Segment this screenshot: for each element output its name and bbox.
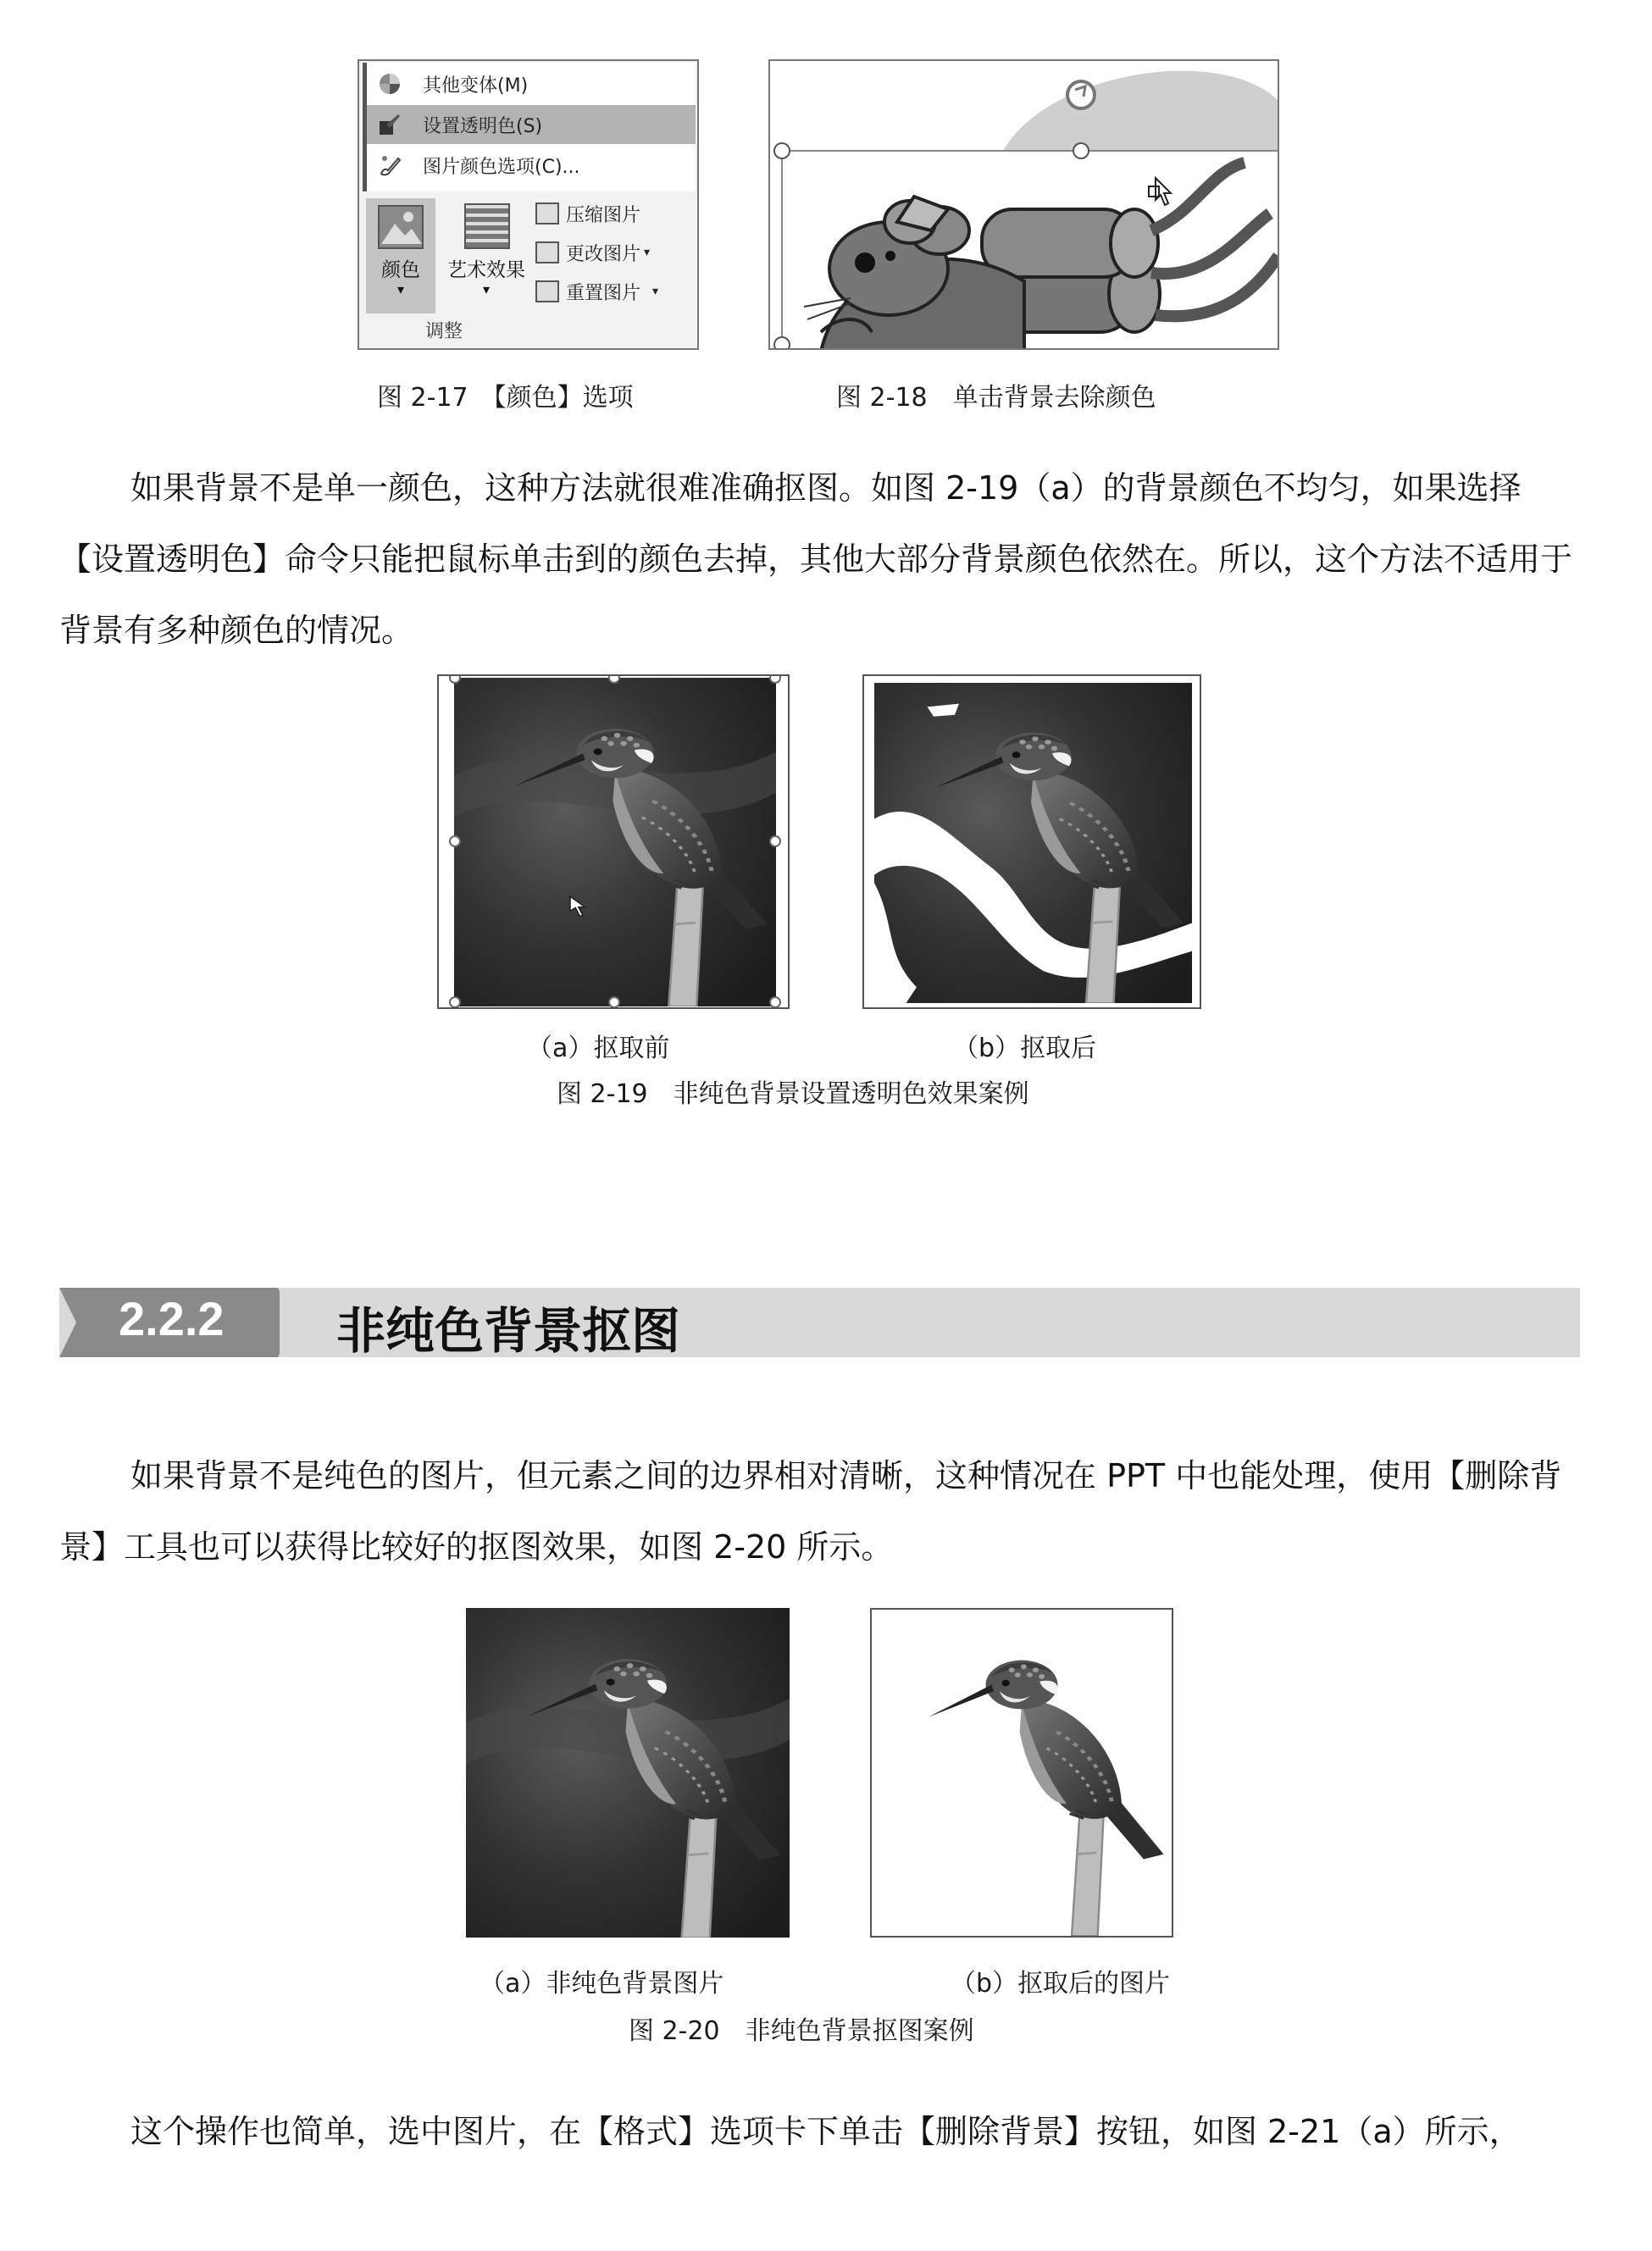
resize-handle[interactable] [769, 996, 781, 1008]
kingfisher-photo-before [454, 678, 776, 1006]
fig19-caption: 图 2-19 非纯色背景设置透明色效果案例 [557, 1079, 1029, 1109]
color-picture-icon [378, 205, 424, 249]
reset-label: 重置图片 [566, 282, 641, 304]
kingfisher-photo-after [874, 683, 1192, 1003]
compress-pictures-button[interactable] [535, 197, 640, 230]
menu-item-set-transparent[interactable] [367, 105, 696, 144]
mouse-cartoon-figure [768, 59, 1279, 350]
group-adjust-label: 调整 [424, 321, 463, 342]
paragraph-2-text: 如果背景不是纯色的图片，但元素之间的边界相对清晰，这种情况在 PPT 中也能处理，使用【删除背景】工具也可以获得比较好的抠图效果，如图 2-20 所示。 [59, 1457, 1562, 1566]
menu-item-label: 设置透明色(S) [423, 115, 543, 137]
change-picture-button[interactable] [535, 236, 650, 269]
fig20b-photo-frame [870, 1608, 1173, 1938]
color-button-label: 颜色 [381, 259, 420, 281]
paragraph-3 [59, 2096, 1584, 2167]
resize-handle[interactable] [449, 996, 461, 1008]
ribbon-color-menu [358, 59, 699, 350]
fig20a-subcaption: （a）非纯色背景图片 [480, 1969, 724, 1999]
compress-icon [535, 202, 559, 225]
fig19a-subcaption: （a）抠取前 [527, 1034, 670, 1063]
color-button[interactable] [366, 198, 435, 313]
fig19a-photo-frame [437, 674, 790, 1009]
color-dropdown-menu [363, 63, 696, 191]
resize-handle[interactable] [769, 835, 781, 847]
fig20a-photo-frame [466, 1608, 790, 1938]
fig20-caption: 图 2-20 非纯色背景抠图案例 [629, 2016, 974, 2046]
art-effects-button[interactable] [441, 198, 532, 313]
change-label: 更改图片 [566, 243, 641, 265]
kingfisher-photo-original [466, 1608, 790, 1938]
art-effects-icon [464, 203, 510, 249]
reset-picture-icon [535, 280, 559, 302]
compress-label: 压缩图片 [566, 204, 641, 226]
reset-picture-button[interactable] [535, 274, 658, 308]
transparent-color-icon [377, 112, 402, 137]
fig17-caption: 图 2-17 【颜色】选项 [377, 383, 634, 413]
color-wheel-icon [377, 71, 402, 97]
fig18-caption: 图 2-18 单击背景去除颜色 [836, 383, 1156, 413]
paragraph-1-text: 如果背景不是单一颜色，这种方法就很难准确抠图。如图 2-19（a）的背景颜色不均匀，如果选择【设置透明色】命令只能把鼠标单击到的颜色去掉，其他大部分背景颜色依然在。所以，这个方法不适用于背景有多种颜色的情况。 [59, 469, 1573, 649]
menu-item-label: 图片颜色选项(C)... [423, 156, 580, 178]
paragraph-2 [59, 1440, 1584, 1583]
art-effects-label: 艺术效果 [447, 259, 525, 281]
resize-handle[interactable] [769, 674, 781, 684]
section-number: 2.2.2 [119, 1292, 225, 1345]
menu-item-color-options[interactable] [367, 146, 696, 185]
paragraph-3-text: 这个操作也简单，选中图片，在【格式】选项卡下单击【删除背景】按钮，如图 2-21（a）所示， [130, 2113, 1522, 2150]
paint-brush-icon [377, 152, 402, 178]
paragraph-1 [59, 452, 1584, 666]
section-title: 非纯色背景抠图 [336, 1302, 681, 1360]
fig20b-subcaption: （b）抠取后的图片 [951, 1969, 1171, 1999]
menu-item-label: 其他变体(M) [423, 75, 529, 97]
change-picture-icon [535, 241, 559, 263]
mouse-cartoon-illustration [770, 61, 1279, 350]
chevron-down-icon: ▾ [644, 246, 651, 259]
chevron-down-icon: ▾ [482, 281, 491, 297]
resize-handle[interactable] [449, 835, 461, 847]
fig19b-subcaption: （b）抠取后 [953, 1034, 1097, 1063]
resize-handle[interactable] [608, 996, 620, 1008]
section-heading-bar [59, 1288, 1580, 1357]
menu-item-other-variants[interactable] [367, 64, 696, 103]
kingfisher-photo-cutout [872, 1610, 1172, 1936]
chevron-down-icon: ▾ [396, 281, 405, 297]
fig19b-photo-frame [862, 674, 1201, 1009]
chevron-down-icon: ▾ [652, 285, 659, 298]
